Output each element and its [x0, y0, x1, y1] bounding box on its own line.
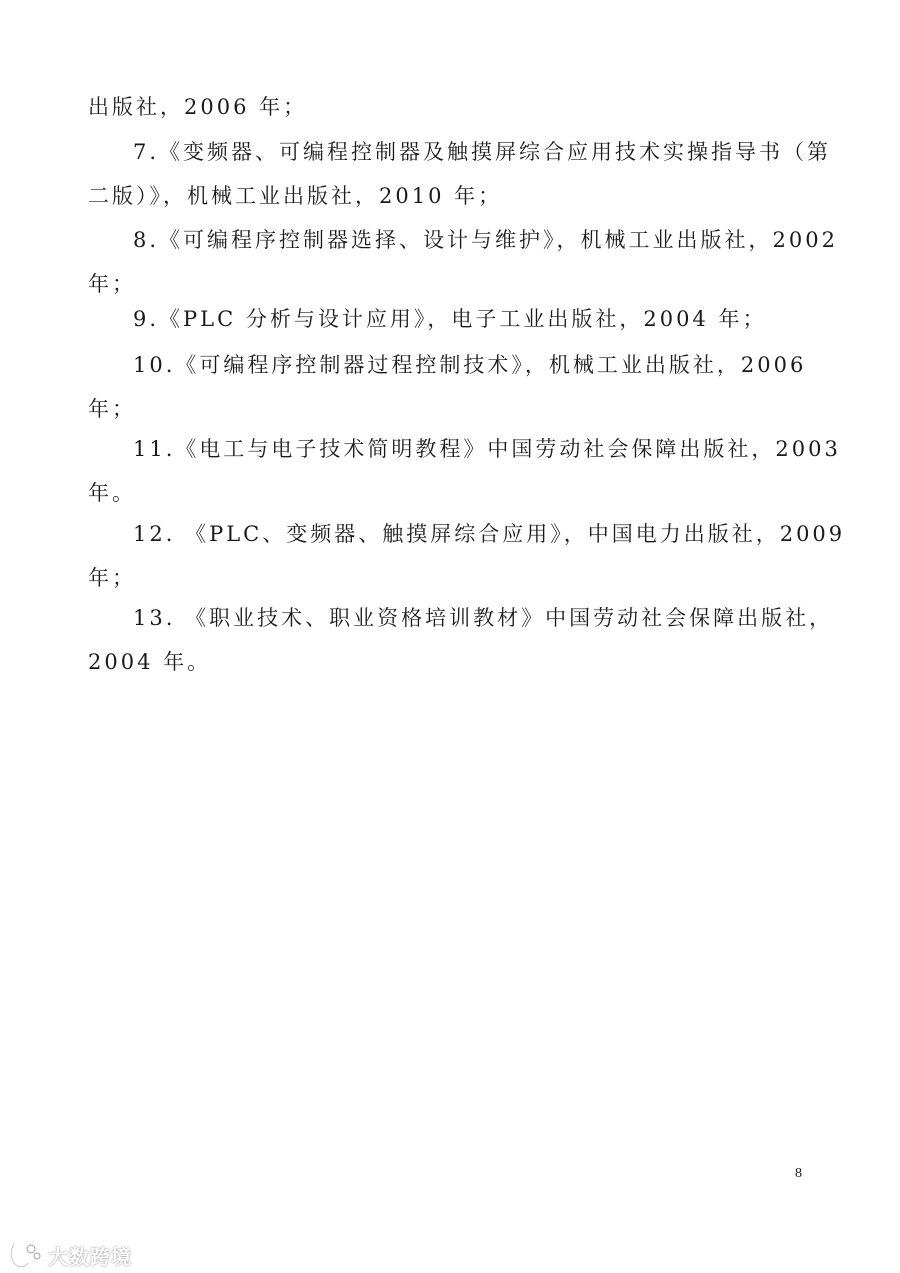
reference-line: 二版）》，机械工业出版社，2010 年；	[88, 184, 503, 208]
reference-line: 年。	[88, 481, 136, 505]
page-number: 8	[795, 1166, 802, 1181]
reference-line: 9.《PLC 分析与设计应用》，电子工业出版社，2004 年；	[133, 307, 767, 331]
watermark	[8, 1238, 132, 1272]
reference-line: 年；	[88, 566, 136, 590]
reference-line: 年；	[88, 272, 136, 296]
reference-line: 年；	[88, 397, 136, 421]
reference-line: 13. 《职业技术、职业资格培训教材》中国劳动社会保障出版社，	[133, 606, 834, 630]
reference-line: 出版社，2006 年；	[88, 95, 308, 119]
reference-line: 2004 年。	[88, 650, 212, 674]
reference-line: 11.《电工与电子技术简明教程》中国劳动社会保障出版社，2003	[133, 437, 841, 461]
reference-line: 10.《可编程序控制器过程控制技术》，机械工业出版社，2006	[133, 353, 807, 377]
brand-logo-icon	[8, 1240, 42, 1270]
watermark-text: 大数跨境	[48, 1244, 132, 1269]
reference-line: 12. 《PLC、变频器、触摸屏综合应用》，中国电力出版社，2009	[133, 522, 846, 546]
reference-line: 7.《变频器、可编程控制器及触摸屏综合应用技术实操指导书（第	[133, 140, 832, 164]
reference-line: 8.《可编程序控制器选择、设计与维护》，机械工业出版社，2002	[133, 228, 838, 252]
